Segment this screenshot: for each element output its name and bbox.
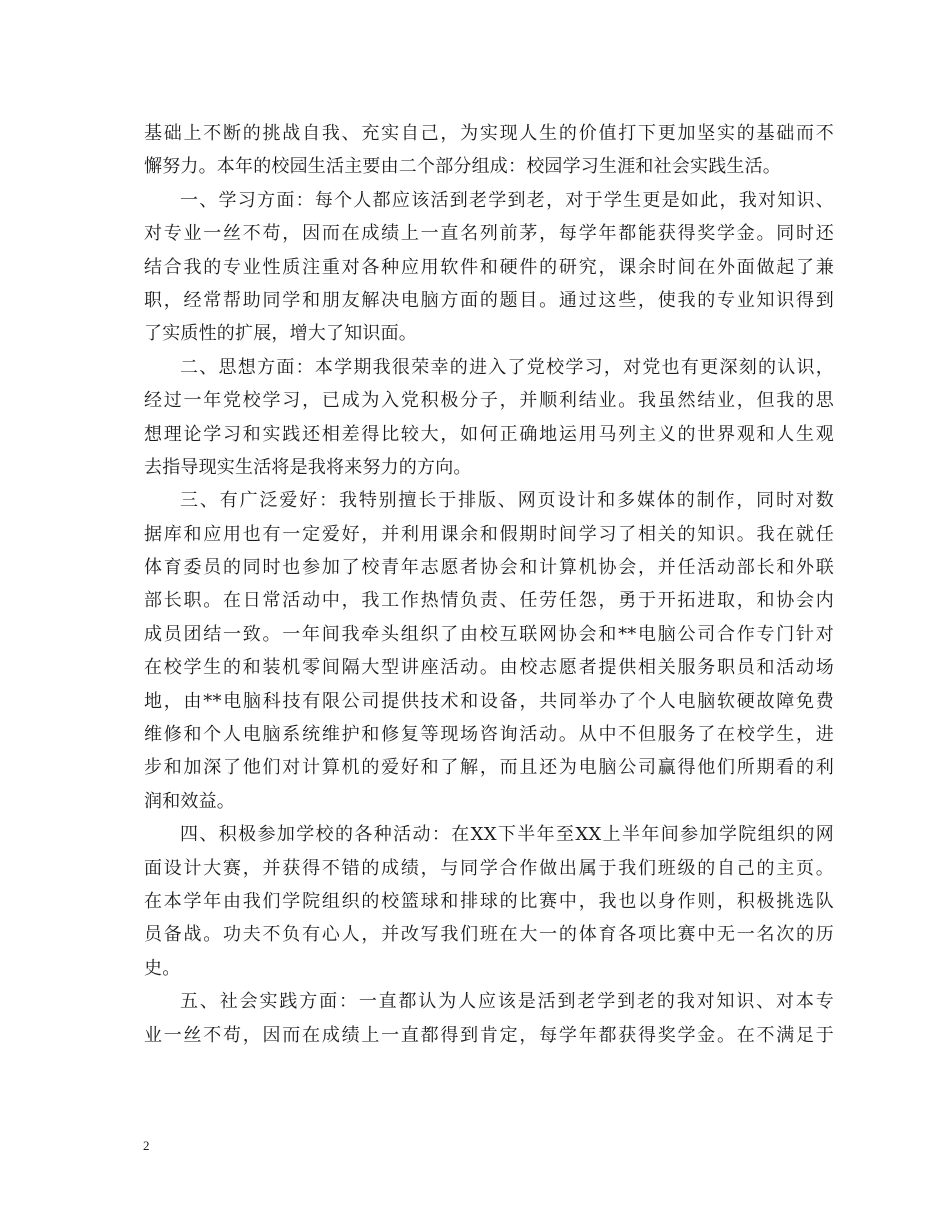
text-line: 面设计大赛，并获得不错的成绩，与同学合作做出属于我们班级的自己的主页。 bbox=[144, 857, 834, 879]
text-line: 结合我的专业性质注重对各种应用软件和硬件的研究，课余时间在外面做起了兼 bbox=[144, 256, 834, 278]
text-line: 在本学年由我们学院组织的校篮球和排球的比赛中，我也以身作则，积极挑选队 bbox=[144, 890, 834, 912]
text-line: 四、积极参加学校的各种活动：在XX下半年至XX上半年间参加学院组织的网 bbox=[180, 824, 834, 846]
text-line: 对专业一丝不苟，因而在成绩上一直名列前茅，每学年都能获得奖学金。同时还 bbox=[144, 223, 834, 245]
text-line: 史。 bbox=[144, 957, 181, 979]
text-line: 经过一年党校学习，已成为入党积极分子，并顺利结业。我虽然结业，但我的思 bbox=[144, 390, 834, 412]
text-line: 了实质性的扩展，增大了知识面。 bbox=[144, 323, 417, 345]
body-text bbox=[144, 117, 834, 1052]
text-line: 润和效益。 bbox=[144, 790, 235, 812]
text-line: 一、学习方面：每个人都应该活到老学到老，对于学生更是如此，我对知识、 bbox=[180, 189, 834, 211]
text-line: 想理论学习和实践还相差得比较大，如何正确地运用马列主义的世界观和人生观 bbox=[144, 423, 834, 445]
text-line: 在校学生的和装机零间隔大型讲座活动。由校志愿者提供相关服务职员和活动场 bbox=[144, 657, 834, 679]
text-line: 步和加深了他们对计算机的爱好和了解，而且还为电脑公司赢得他们所期看的利 bbox=[144, 757, 834, 779]
text-line: 业一丝不苟，因而在成绩上一直都得到肯定，每学年都获得奖学金。在不满足于 bbox=[144, 1024, 834, 1046]
text-line: 二、思想方面：本学期我很荣幸的进入了党校学习，对党也有更深刻的认识， bbox=[180, 356, 834, 378]
text-line: 部长职。在日常活动中，我工作热情负责、任劳任怨，勇于开拓进取，和协会内 bbox=[144, 590, 834, 612]
text-line: 五、社会实践方面：一直都认为人应该是活到老学到老的我对知识、对本专 bbox=[180, 991, 834, 1013]
text-line: 员备战。功夫不负有心人，并改写我们班在大一的体育各项比赛中无一名次的历 bbox=[144, 924, 834, 946]
text-line: 懈努力。本年的校园生活主要由二个部分组成：校园学习生涯和社会实践生活。 bbox=[144, 156, 781, 178]
text-line: 基础上不断的挑战自我、充实自己，为实现人生的价值打下更加坚实的基础而不 bbox=[144, 123, 834, 144]
text-line: 地，由**电脑科技有限公司提供技术和设备，共同举办了个人电脑软硬故障免费 bbox=[144, 690, 834, 712]
text-line: 职，经常帮助同学和朋友解决电脑方面的题目。通过这些，使我的专业知识得到 bbox=[144, 289, 834, 311]
text-line: 去指导现实生活将是我将来努力的方向。 bbox=[144, 456, 472, 478]
text-line: 据库和应用也有一定爱好，并利用课余和假期时间学习了相关的知识。我在就任 bbox=[144, 523, 834, 545]
text-line: 成员团结一致。一年间我牵头组织了由校互联网协会和**电脑公司合作专门针对 bbox=[144, 623, 834, 645]
text-line: 维修和个人电脑系统维护和修复等现场咨询活动。从中不但服务了在校学生，进 bbox=[144, 724, 834, 746]
text-line: 三、有广泛爱好：我特别擅长于排版、网页设计和多媒体的制作，同时对数 bbox=[180, 490, 834, 512]
text-line: 体育委员的同时也参加了校青年志愿者协会和计算机协会，并任活动部长和外联 bbox=[144, 557, 834, 579]
page-number: 2 bbox=[143, 1138, 150, 1153]
